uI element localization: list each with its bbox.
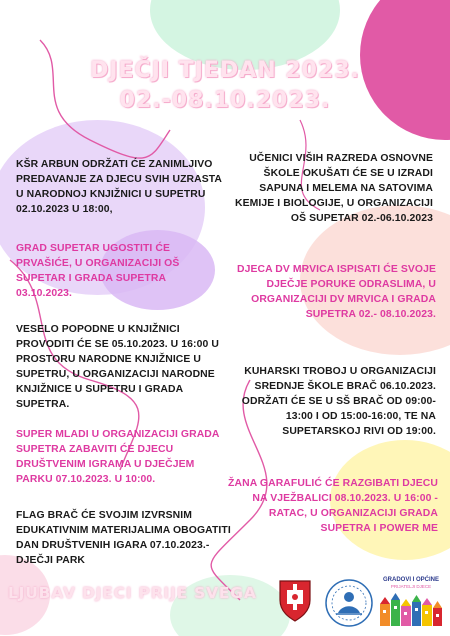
event-left-2: GRAD SUPETAR UGOSTITI ĆE PRVAŠIĆE, U ORGANIZACIJI OŠ SUPETAR I GRADA SUPETRA 03.10.2023. (16, 243, 180, 299)
event-right-2: DJECA DV MRVICA ISPISATI ĆE SVOJE DJEČJE PORUKE ODRASLIMA, U ORGANIZACIJI DV MRVICA I GRADA SUPETRA 02.- 08.10.2023. (236, 264, 436, 320)
event-left-4: SUPER MLADI U ORGANIZACIJI GRADA SUPETRA ZABAVITI ĆE DJECU DRUŠTVENIM IGRAMA U DJEČJEM PARKU 07.10.2023. U 10:00. (16, 429, 220, 485)
event-left-5: FLAG BRAČ ĆE SVOJIM IZVRSNIM EDUKATIVNIM MATERIJALIMA OBOGATITI DAN DRUŠTVENIH IGARA 07.10.2023.- DJEČJI PARK (16, 510, 231, 566)
poster-title: DJEČJI TJEDAN 2023. (90, 58, 360, 83)
colorful-houses-icon (378, 590, 444, 630)
footer-slogan: LJUBAV DJECI PRIJE SVEGA (8, 584, 257, 602)
supetar-coat-of-arms-icon (278, 578, 312, 622)
event-right-4: ŽANA GARAFULIĆ ĆE RAZGIBATI DJECU NA VJEŽBALICI 08.10.2023. U 16:00 - RATAC, U ORGANIZACIJI GRADA SUPETRA I POWER ME (228, 478, 438, 534)
event-left-3: VESELO POPODNE U KNJIŽNICI PROVODITI ĆE SE 05.10.2023. U 16:00 U PROSTORU NARODNE KNJIŽNICE U SUPETRU, U ORGANIZACIJI NARODNE KNJIŽNICE U SUPETRU I GRADA SUPETRA. (16, 324, 219, 410)
gradovi-logo-text-line1: GRADOVI I OPĆINE (382, 577, 439, 583)
gradovi-logo-text-line2: PRIJATELJI DJECE (390, 584, 432, 589)
event-left-1: KŠR ARBUN ODRŽATI ĆE ZANIMLJIVO PREDAVANJE ZA DJECU SVIH UZRASTA U NARODNOJ KNJIŽNICI U SUPETRU 02.10.2023 U 18:00, (16, 159, 222, 215)
school-emblem-icon (324, 578, 374, 628)
event-right-3: KUHARSKI TROBOJ U ORGANIZACIJI SREDNJE ŠKOLE BRAČ 06.10.2023. ODRŽATI ĆE SE U SŠ BRAČ OD 09:00-13:00 I OD 15:00-16:00, TE NA SUPETARSKOJ RIVI OD 19:00. (241, 366, 436, 437)
event-right-1: UČENICI VIŠIH RAZREDA OSNOVNE ŠKOLE OKUŠATI ĆE SE U IZRADI SAPUNA I MELEMA NA SATOVIMA KEMIJE I BIOLOGIJE, U ORGANIZACIJI OŠ SUPETAR 02.-06.10.2023 (235, 153, 433, 224)
poster-dates: 02.-08.10.2023. (119, 88, 331, 113)
gradovi-prijatelji-djece-logo (378, 576, 444, 630)
